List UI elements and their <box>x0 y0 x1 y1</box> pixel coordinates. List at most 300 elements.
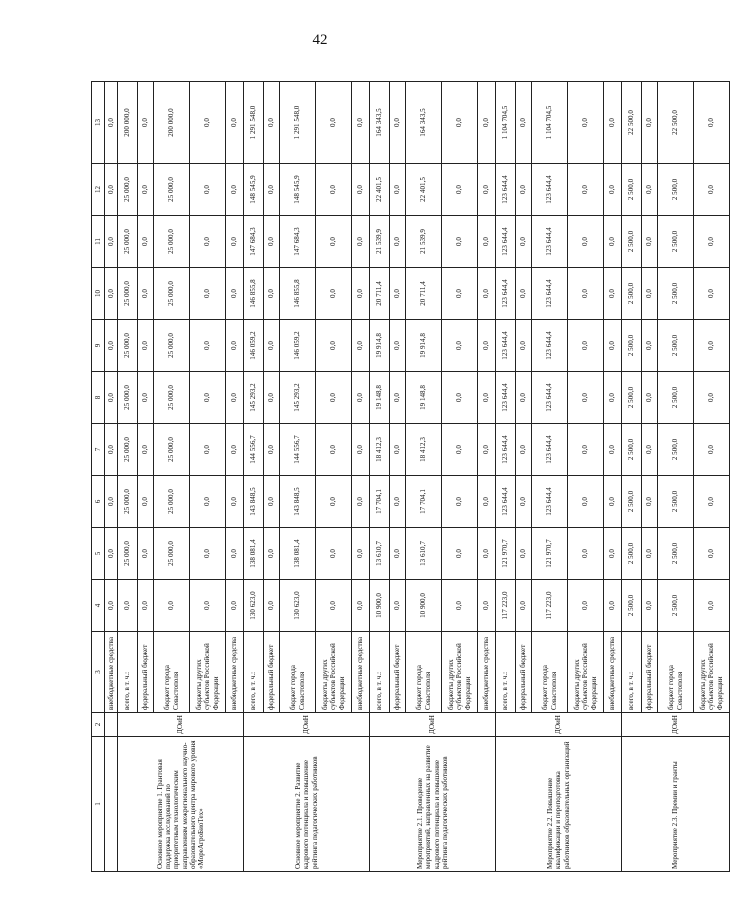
year-value: 0,0 <box>390 580 406 632</box>
year-value: 0,0 <box>154 580 190 632</box>
funding-source: бюджеты других субъектов Российской Федерации <box>442 632 478 713</box>
year-value: 25 000,0 <box>154 528 190 580</box>
year-value: 0,0 <box>138 372 154 424</box>
year-value: 0,0 <box>390 528 406 580</box>
year-value: 0,0 <box>442 476 478 528</box>
year-value: 25 000,0 <box>118 216 138 268</box>
total-value: 1 291 548,0 <box>244 82 264 164</box>
year-value: 0,0 <box>694 216 730 268</box>
year-value: 19 914,8 <box>406 320 442 372</box>
year-value: 25 000,0 <box>154 216 190 268</box>
column-number-5: 5 <box>92 528 105 580</box>
table-row <box>244 82 264 872</box>
year-value: 0,0 <box>568 320 604 372</box>
activity-name: Основное мероприятие 1. Грантовая поддержка исследований по приоритетным технологическим направлениям межрегионального научно-образовательного центра мирового уровня «МореАгроБиоТех» <box>118 737 244 872</box>
year-value: 117 223,0 <box>496 580 516 632</box>
year-value: 0,0 <box>694 424 730 476</box>
year-value: 148 545,9 <box>244 164 264 216</box>
year-value: 18 412,3 <box>406 424 442 476</box>
year-value: 21 539,9 <box>370 216 390 268</box>
year-value: 2 500,0 <box>658 320 694 372</box>
column-number-12: 12 <box>92 164 105 216</box>
column-number-2: 2 <box>92 713 105 737</box>
funding-source: внебюджетные средства <box>105 632 118 713</box>
year-value: 138 081,4 <box>244 528 264 580</box>
year-value: 0,0 <box>604 528 622 580</box>
funding-source: внебюджетные средства <box>604 632 622 713</box>
year-value: 0,0 <box>352 528 370 580</box>
year-value: 2 500,0 <box>658 164 694 216</box>
year-value: 0,0 <box>264 372 280 424</box>
year-value: 2 500,0 <box>658 372 694 424</box>
year-value: 117 223,0 <box>532 580 568 632</box>
year-value: 25 000,0 <box>118 268 138 320</box>
total-value: 164 343,5 <box>406 82 442 164</box>
year-value: 0,0 <box>316 580 352 632</box>
year-value: 0,0 <box>642 528 658 580</box>
year-value: 0,0 <box>316 320 352 372</box>
funding-source: федеральный бюджет <box>138 632 154 713</box>
year-value: 144 556,7 <box>244 424 264 476</box>
year-value: 0,0 <box>352 372 370 424</box>
year-value: 0,0 <box>516 164 532 216</box>
year-value: 0,0 <box>226 268 244 320</box>
year-value: 10 900,0 <box>370 580 390 632</box>
table-row <box>496 82 516 872</box>
year-value: 0,0 <box>138 164 154 216</box>
year-value: 22 401,5 <box>406 164 442 216</box>
year-value: 0,0 <box>642 372 658 424</box>
year-value: 148 545,9 <box>280 164 316 216</box>
funding-source: бюджеты других субъектов Российской Федерации <box>568 632 604 713</box>
column-number-9: 9 <box>92 320 105 372</box>
year-value: 0,0 <box>190 320 226 372</box>
total-value: 0,0 <box>604 82 622 164</box>
year-value: 2 500,0 <box>622 164 642 216</box>
total-value: 0,0 <box>264 82 280 164</box>
year-value: 2 500,0 <box>658 476 694 528</box>
year-value: 0,0 <box>568 268 604 320</box>
year-value: 123 644,4 <box>532 476 568 528</box>
column-number-8: 8 <box>92 372 105 424</box>
year-value: 0,0 <box>478 320 496 372</box>
funding-source: внебюджетные средства <box>226 632 244 713</box>
column-number-4: 4 <box>92 580 105 632</box>
year-value: 0,0 <box>516 476 532 528</box>
year-value: 0,0 <box>264 216 280 268</box>
year-value: 19 148,8 <box>406 372 442 424</box>
executor: ДОиН <box>622 713 730 737</box>
year-value: 0,0 <box>264 580 280 632</box>
year-value: 0,0 <box>642 476 658 528</box>
year-value: 0,0 <box>568 164 604 216</box>
year-value: 143 848,5 <box>244 476 264 528</box>
activity-name: Основное мероприятие 2. Развитие кадрового потенциала и повышение рейтинга педагогических работников <box>244 737 370 872</box>
year-value: 0,0 <box>642 268 658 320</box>
column-number-7: 7 <box>92 424 105 476</box>
year-value: 0,0 <box>516 580 532 632</box>
year-value: 0,0 <box>516 372 532 424</box>
total-value: 0,0 <box>190 82 226 164</box>
funding-source: бюджет города Севастополя <box>280 632 316 713</box>
year-value: 2 500,0 <box>622 268 642 320</box>
activity-name: Мероприятие 2.2. Повышение квалификации и переподготовка работников образовательных организаций <box>496 737 622 872</box>
year-value: 121 970,7 <box>532 528 568 580</box>
year-value: 0,0 <box>478 372 496 424</box>
total-value: 0,0 <box>478 82 496 164</box>
year-value: 0,0 <box>352 320 370 372</box>
year-value: 123 644,4 <box>532 216 568 268</box>
year-value: 0,0 <box>118 580 138 632</box>
rotated-table-container <box>91 82 724 872</box>
funding-source: всего, в т. ч.: <box>622 632 642 713</box>
year-value: 123 644,4 <box>496 476 516 528</box>
column-number-13: 13 <box>92 82 105 164</box>
year-value: 0,0 <box>604 372 622 424</box>
year-value: 22 401,5 <box>370 164 390 216</box>
year-value: 0,0 <box>390 424 406 476</box>
year-value: 121 970,7 <box>496 528 516 580</box>
total-value: 1 291 548,0 <box>280 82 316 164</box>
year-value: 0,0 <box>352 268 370 320</box>
executor: ДОиН <box>244 713 370 737</box>
total-value: 200 000,0 <box>154 82 190 164</box>
total-value: 0,0 <box>390 82 406 164</box>
year-value: 0,0 <box>516 216 532 268</box>
year-value: 0,0 <box>138 528 154 580</box>
total-value: 0,0 <box>316 82 352 164</box>
year-value: 0,0 <box>604 580 622 632</box>
year-value: 146 059,2 <box>280 320 316 372</box>
year-value: 123 644,4 <box>532 268 568 320</box>
year-value: 123 644,4 <box>496 164 516 216</box>
table-header-row <box>92 82 105 872</box>
year-value: 25 000,0 <box>154 424 190 476</box>
year-value: 0,0 <box>442 268 478 320</box>
year-value: 2 500,0 <box>658 424 694 476</box>
year-value: 0,0 <box>478 164 496 216</box>
year-value: 0,0 <box>604 424 622 476</box>
year-value: 0,0 <box>390 320 406 372</box>
total-value: 22 500,0 <box>658 82 694 164</box>
total-value: 0,0 <box>442 82 478 164</box>
year-value: 145 293,2 <box>244 372 264 424</box>
financing-table <box>91 81 730 872</box>
year-value: 20 711,4 <box>406 268 442 320</box>
total-value: 22 500,0 <box>622 82 642 164</box>
year-value: 0,0 <box>352 424 370 476</box>
total-value: 0,0 <box>516 82 532 164</box>
year-value: 2 500,0 <box>658 528 694 580</box>
year-value: 2 500,0 <box>658 216 694 268</box>
year-value: 0,0 <box>442 164 478 216</box>
year-value: 0,0 <box>105 164 118 216</box>
year-value: 0,0 <box>264 164 280 216</box>
year-value: 0,0 <box>390 476 406 528</box>
year-value: 25 000,0 <box>154 372 190 424</box>
year-value: 147 684,3 <box>244 216 264 268</box>
year-value: 0,0 <box>390 164 406 216</box>
funding-source: бюджет города Севастополя <box>658 632 694 713</box>
year-value: 0,0 <box>604 476 622 528</box>
year-value: 0,0 <box>352 216 370 268</box>
column-number-11: 11 <box>92 216 105 268</box>
year-value: 0,0 <box>642 164 658 216</box>
table-row <box>370 82 390 872</box>
total-value: 200 000,0 <box>118 82 138 164</box>
year-value: 123 644,4 <box>496 424 516 476</box>
year-value: 0,0 <box>226 528 244 580</box>
year-value: 25 000,0 <box>154 268 190 320</box>
year-value: 0,0 <box>226 320 244 372</box>
year-value: 0,0 <box>694 372 730 424</box>
year-value: 0,0 <box>190 268 226 320</box>
year-value: 0,0 <box>390 268 406 320</box>
funding-source: внебюджетные средства <box>352 632 370 713</box>
total-value: 0,0 <box>138 82 154 164</box>
year-value: 0,0 <box>190 164 226 216</box>
funding-source: всего, в т. ч.: <box>118 632 138 713</box>
year-value: 0,0 <box>390 216 406 268</box>
year-value: 143 848,5 <box>280 476 316 528</box>
year-value: 123 644,4 <box>496 320 516 372</box>
year-value: 25 000,0 <box>154 476 190 528</box>
year-value: 146 855,8 <box>280 268 316 320</box>
year-value: 0,0 <box>694 164 730 216</box>
year-value: 2 500,0 <box>622 216 642 268</box>
column-number-3: 3 <box>92 632 105 713</box>
funding-source: бюджет города Севастополя <box>532 632 568 713</box>
year-value: 0,0 <box>442 320 478 372</box>
year-value: 0,0 <box>226 580 244 632</box>
year-value: 25 000,0 <box>118 476 138 528</box>
year-value: 25 000,0 <box>118 528 138 580</box>
funding-source: бюджет города Севастополя <box>154 632 190 713</box>
year-value: 21 539,9 <box>406 216 442 268</box>
year-value: 0,0 <box>604 216 622 268</box>
year-value: 19 914,8 <box>370 320 390 372</box>
year-value: 0,0 <box>226 424 244 476</box>
year-value: 0,0 <box>190 424 226 476</box>
year-value: 0,0 <box>226 216 244 268</box>
year-value: 123 644,4 <box>496 268 516 320</box>
total-value: 0,0 <box>226 82 244 164</box>
total-value: 0,0 <box>568 82 604 164</box>
year-value: 0,0 <box>642 320 658 372</box>
year-value: 0,0 <box>642 580 658 632</box>
year-value: 130 623,0 <box>280 580 316 632</box>
year-value: 0,0 <box>190 372 226 424</box>
year-value: 0,0 <box>352 580 370 632</box>
executor <box>105 713 118 737</box>
year-value: 138 081,4 <box>280 528 316 580</box>
year-value: 0,0 <box>390 372 406 424</box>
funding-source: федеральный бюджет <box>264 632 280 713</box>
year-value: 25 000,0 <box>154 164 190 216</box>
year-value: 0,0 <box>516 424 532 476</box>
funding-source: всего, в т. ч.: <box>370 632 390 713</box>
year-value: 0,0 <box>138 320 154 372</box>
activity-name <box>105 737 118 872</box>
year-value: 2 500,0 <box>622 528 642 580</box>
year-value: 0,0 <box>264 320 280 372</box>
year-value: 0,0 <box>478 268 496 320</box>
year-value: 25 000,0 <box>118 320 138 372</box>
funding-source: бюджеты других субъектов Российской Федерации <box>190 632 226 713</box>
year-value: 2 500,0 <box>622 424 642 476</box>
year-value: 0,0 <box>568 580 604 632</box>
year-value: 0,0 <box>604 268 622 320</box>
year-value: 2 500,0 <box>622 372 642 424</box>
funding-source: федеральный бюджет <box>390 632 406 713</box>
table-row <box>118 82 138 872</box>
total-value: 1 104 704,5 <box>532 82 568 164</box>
year-value: 0,0 <box>694 580 730 632</box>
year-value: 123 644,4 <box>532 320 568 372</box>
year-value: 17 704,1 <box>406 476 442 528</box>
year-value: 0,0 <box>478 580 496 632</box>
page-number: 42 <box>312 32 328 48</box>
funding-source: бюджеты других субъектов Российской Федерации <box>316 632 352 713</box>
year-value: 0,0 <box>568 476 604 528</box>
funding-source: внебюджетные средства <box>478 632 496 713</box>
year-value: 0,0 <box>316 268 352 320</box>
year-value: 2 500,0 <box>658 580 694 632</box>
year-value: 123 644,4 <box>532 164 568 216</box>
funding-source: бюджет города Севастополя <box>406 632 442 713</box>
year-value: 0,0 <box>138 580 154 632</box>
year-value: 20 711,4 <box>370 268 390 320</box>
year-value: 0,0 <box>442 216 478 268</box>
year-value: 25 000,0 <box>118 424 138 476</box>
year-value: 0,0 <box>478 424 496 476</box>
year-value: 0,0 <box>138 268 154 320</box>
year-value: 0,0 <box>694 268 730 320</box>
year-value: 123 644,4 <box>532 424 568 476</box>
total-value: 1 104 704,5 <box>496 82 516 164</box>
year-value: 0,0 <box>694 476 730 528</box>
year-value: 0,0 <box>190 476 226 528</box>
column-number-6: 6 <box>92 476 105 528</box>
year-value: 0,0 <box>352 164 370 216</box>
total-value: 0,0 <box>694 82 730 164</box>
year-value: 17 704,1 <box>370 476 390 528</box>
year-value: 0,0 <box>226 164 244 216</box>
year-value: 0,0 <box>516 268 532 320</box>
year-value: 147 684,3 <box>280 216 316 268</box>
year-value: 0,0 <box>316 476 352 528</box>
year-value: 0,0 <box>138 216 154 268</box>
year-value: 13 610,7 <box>370 528 390 580</box>
total-value: 0,0 <box>352 82 370 164</box>
column-number-1: 1 <box>92 737 105 872</box>
year-value: 0,0 <box>568 424 604 476</box>
funding-source: всего, в т. ч.: <box>496 632 516 713</box>
year-value: 0,0 <box>478 216 496 268</box>
year-value: 0,0 <box>264 268 280 320</box>
year-value: 0,0 <box>442 372 478 424</box>
year-value: 0,0 <box>105 476 118 528</box>
year-value: 2 500,0 <box>622 580 642 632</box>
year-value: 0,0 <box>138 476 154 528</box>
year-value: 0,0 <box>105 528 118 580</box>
year-value: 2 500,0 <box>622 320 642 372</box>
year-value: 0,0 <box>694 528 730 580</box>
year-value: 18 412,3 <box>370 424 390 476</box>
funding-source: всего, в т. ч.: <box>244 632 264 713</box>
year-value: 2 500,0 <box>622 476 642 528</box>
year-value: 25 000,0 <box>154 320 190 372</box>
year-value: 13 610,7 <box>406 528 442 580</box>
year-value: 0,0 <box>105 320 118 372</box>
executor: ДОиН <box>118 713 244 737</box>
year-value: 0,0 <box>694 320 730 372</box>
year-value: 0,0 <box>516 528 532 580</box>
year-value: 123 644,4 <box>496 216 516 268</box>
year-value: 0,0 <box>316 424 352 476</box>
activity-name: Мероприятие 2.1. Проведение мероприятий, направленных на развитие кадрового потенциала и повышение рейтинга педагогических работников <box>370 737 496 872</box>
year-value: 0,0 <box>478 528 496 580</box>
year-value: 0,0 <box>316 216 352 268</box>
activity-name: Мероприятие 2.3. Премии и гранты <box>622 737 730 872</box>
year-value: 0,0 <box>442 528 478 580</box>
year-value: 0,0 <box>264 476 280 528</box>
year-value: 2 500,0 <box>658 268 694 320</box>
year-value: 0,0 <box>264 528 280 580</box>
year-value: 0,0 <box>642 424 658 476</box>
year-value: 0,0 <box>516 320 532 372</box>
year-value: 0,0 <box>226 476 244 528</box>
total-value: 164 343,5 <box>370 82 390 164</box>
year-value: 0,0 <box>442 580 478 632</box>
year-value: 123 644,4 <box>496 372 516 424</box>
year-value: 0,0 <box>352 476 370 528</box>
year-value: 0,0 <box>604 164 622 216</box>
year-value: 0,0 <box>478 476 496 528</box>
year-value: 0,0 <box>105 268 118 320</box>
year-value: 0,0 <box>568 528 604 580</box>
year-value: 0,0 <box>105 372 118 424</box>
executor: ДОиН <box>370 713 496 737</box>
funding-source: бюджеты других субъектов Российской Федерации <box>694 632 730 713</box>
year-value: 0,0 <box>442 424 478 476</box>
year-value: 0,0 <box>604 320 622 372</box>
table-row <box>105 82 118 872</box>
executor: ДОиН <box>496 713 622 737</box>
column-number-10: 10 <box>92 268 105 320</box>
year-value: 123 644,4 <box>532 372 568 424</box>
year-value: 146 855,8 <box>244 268 264 320</box>
funding-source: федеральный бюджет <box>642 632 658 713</box>
year-value: 0,0 <box>568 372 604 424</box>
year-value: 10 900,0 <box>406 580 442 632</box>
total-value: 0,0 <box>105 82 118 164</box>
year-value: 19 148,8 <box>370 372 390 424</box>
year-value: 0,0 <box>190 528 226 580</box>
year-value: 0,0 <box>190 580 226 632</box>
year-value: 0,0 <box>226 372 244 424</box>
table-row <box>622 82 642 872</box>
year-value: 25 000,0 <box>118 164 138 216</box>
year-value: 0,0 <box>568 216 604 268</box>
year-value: 0,0 <box>316 164 352 216</box>
year-value: 144 556,7 <box>280 424 316 476</box>
year-value: 25 000,0 <box>118 372 138 424</box>
year-value: 0,0 <box>190 216 226 268</box>
year-value: 145 293,2 <box>280 372 316 424</box>
year-value: 0,0 <box>264 424 280 476</box>
year-value: 146 059,2 <box>244 320 264 372</box>
